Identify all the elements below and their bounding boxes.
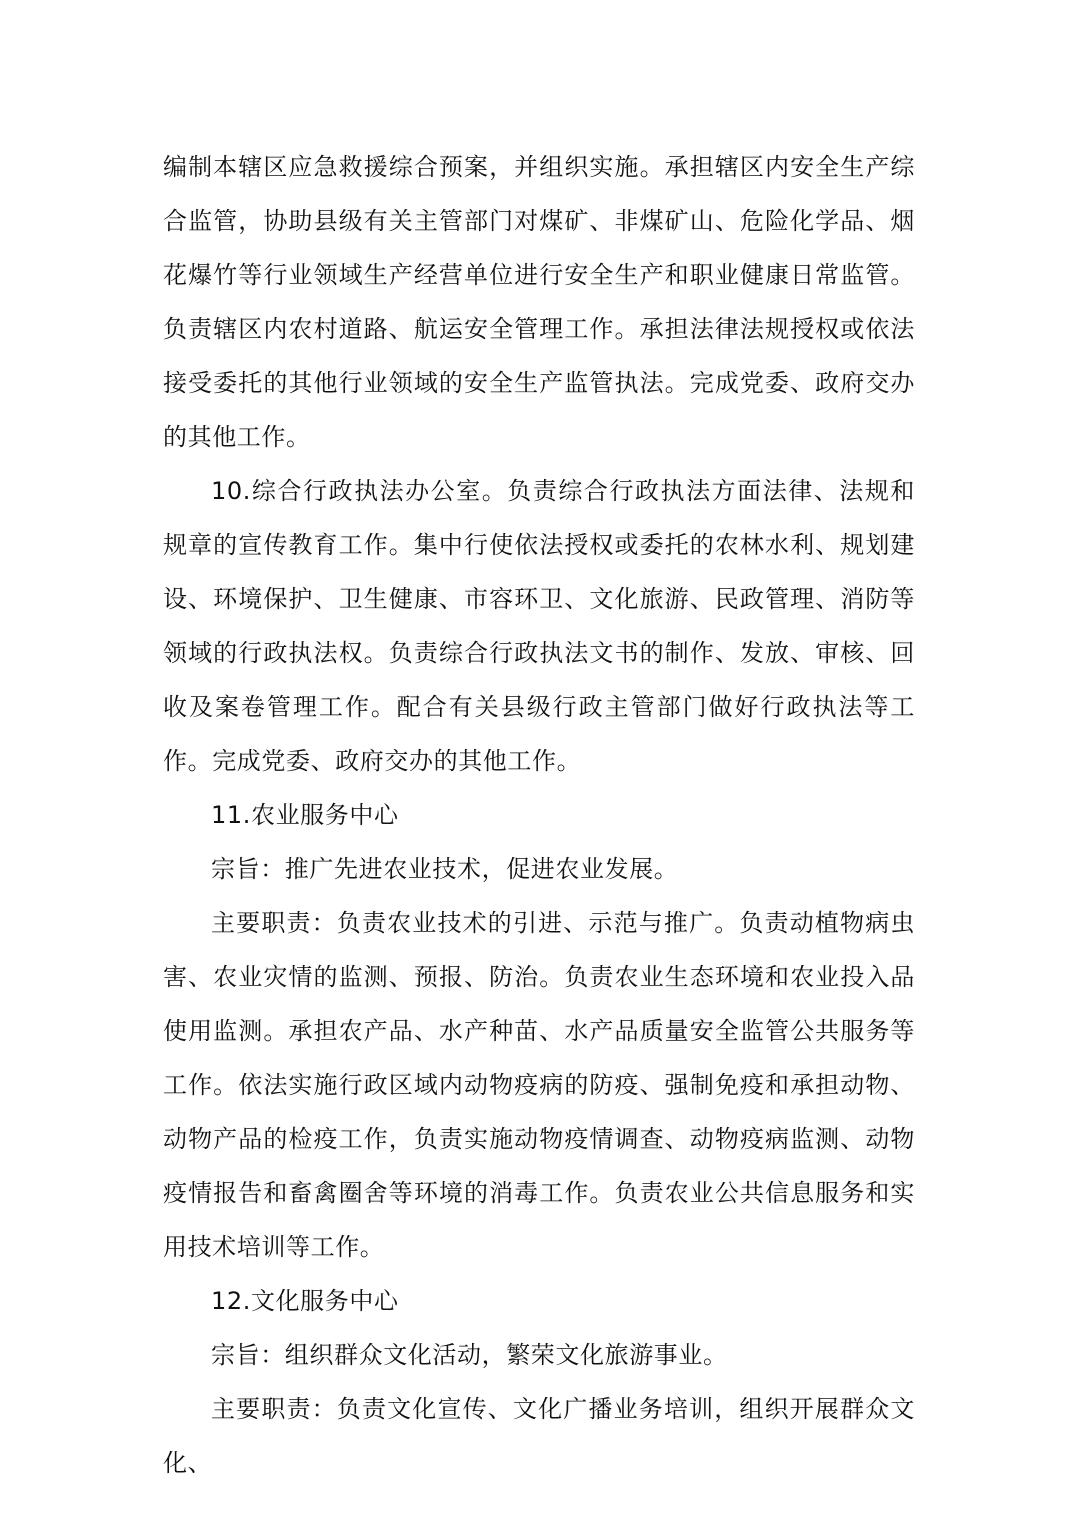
document-body [163, 140, 915, 1490]
heading-culture-service-center: 12.文化服务中心 [211, 1287, 399, 1315]
paragraph-culture-duties: 主要职责：负责文化宣传、文化广播业务培训，组织开展群众文化、 [163, 1395, 915, 1477]
paragraph-culture-purpose: 宗旨：组织群众文化活动，繁荣文化旅游事业。 [211, 1341, 728, 1369]
paragraph-agriculture-duties: 主要职责：负责农业技术的引进、示范与推广。负责动植物病虫害、农业灾情的监测、预报、防治。负责农业生态环境和农业投入品使用监测。承担农产品、水产种苗、水产品质量安全监管公共服务等工作。依法实施行政区域内动物疫病的防疫、强制免疫和承担动物、动物产品的检疫工作，负责实施动物疫情调查、动物疫病监测、动物疫情报告和畜禽圈舍等环境的消毒工作。负责农业公共信息服务和实用技术培训等工作。 [163, 909, 915, 1261]
heading-agriculture-service-center: 11.农业服务中心 [211, 801, 399, 829]
paragraph-comprehensive-law-enforcement-office: 10.综合行政执法办公室。负责综合行政执法方面法律、法规和规章的宣传教育工作。集中行使依法授权或委托的农林水利、规划建设、环境保护、卫生健康、市容环卫、文化旅游、民政管理、消防等领域的行政执法权。负责综合行政执法文书的制作、发放、审核、回收及案卷管理工作。配合有关县级行政主管部门做好行政执法等工作。完成党委、政府交办的其他工作。 [163, 477, 915, 775]
paragraph-safety-supervision-continued: 编制本辖区应急救援综合预案，并组织实施。承担辖区内安全生产综合监管，协助县级有关主管部门对煤矿、非煤矿山、危险化学品、烟花爆竹等行业领域生产经营单位进行安全生产和职业健康日常监管。负责辖区内农村道路、航运安全管理工作。承担法律法规授权或依法接受委托的其他行业领域的安全生产监管执法。完成党委、政府交办的其他工作。 [163, 153, 915, 451]
paragraph-agriculture-purpose: 宗旨：推广先进农业技术，促进农业发展。 [211, 855, 679, 883]
